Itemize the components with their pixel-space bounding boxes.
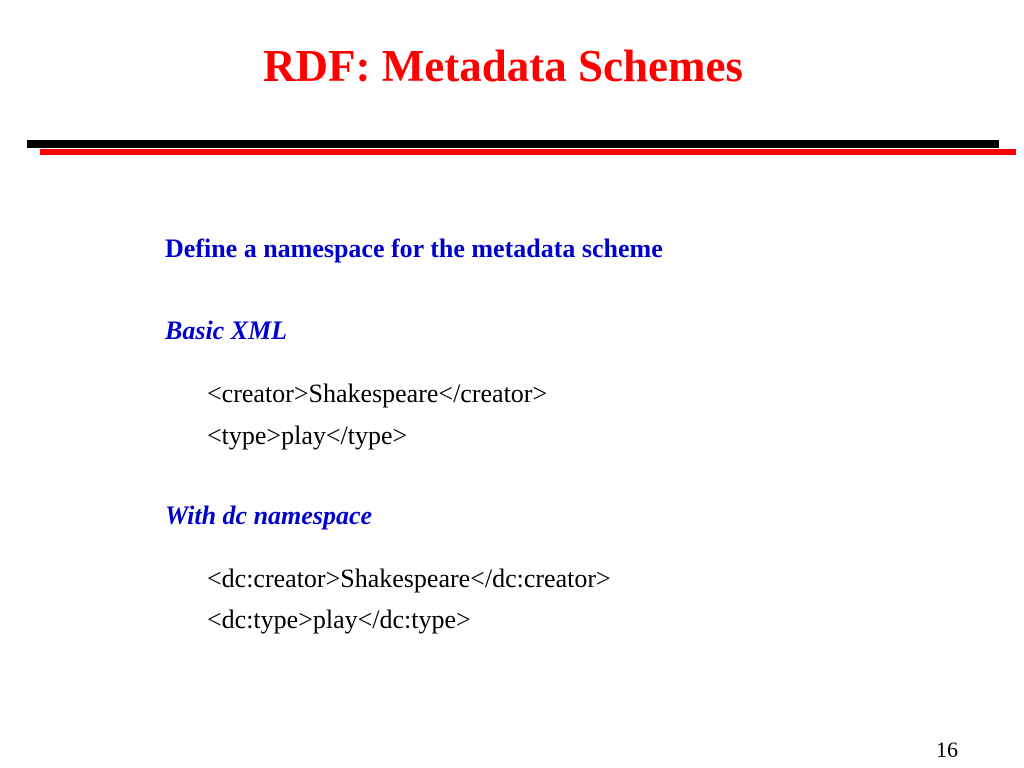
section-label-dc-namespace: With dc namespace: [165, 501, 373, 530]
code-line-dc-creator: <dc:creator>Shakespeare</dc:creator>: [207, 564, 611, 593]
section-label-basic-xml: Basic XML: [165, 316, 288, 345]
code-line-dc-type: <dc:type>play</dc:type>: [207, 605, 471, 634]
code-line-creator: <creator>Shakespeare</creator>: [207, 379, 548, 408]
title-divider-black: [27, 140, 999, 148]
code-line-type: <type>play</type>: [207, 421, 408, 450]
slide-heading: Define a namespace for the metadata scheme: [165, 234, 663, 263]
slide-title: RDF: Metadata Schemes: [263, 41, 743, 91]
title-divider-red: [40, 149, 1016, 155]
page-number: 16: [936, 737, 958, 762]
